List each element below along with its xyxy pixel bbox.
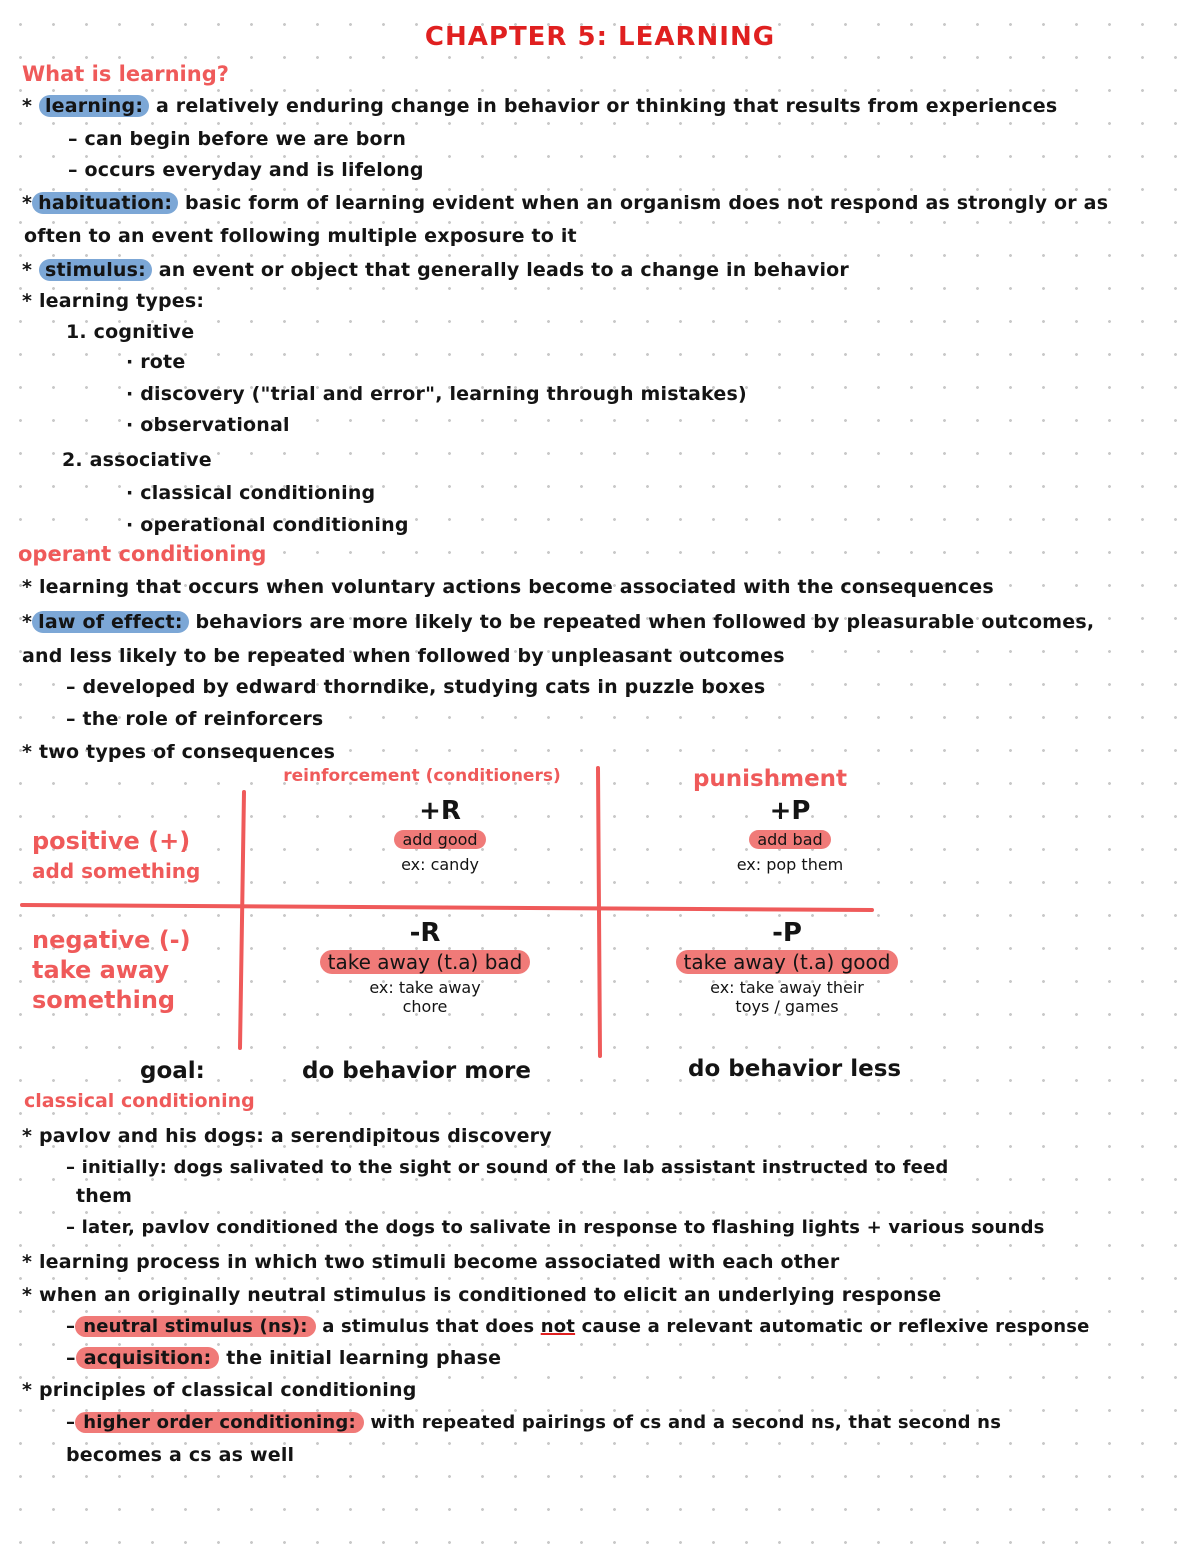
stimulus-term: stimulus: [39, 259, 152, 281]
habituation-term: habituation: [32, 192, 178, 214]
higher-order-term: higher order conditioning: [75, 1412, 364, 1433]
acquisition-term: acquisition: [76, 1347, 220, 1369]
row-label-positive: positive (+) add something [32, 827, 201, 883]
table-line-horizontal [22, 905, 872, 910]
cognitive-discovery: · discovery ("trial and error", learning through mistakes) [126, 383, 747, 405]
pavlov-bullet-1-cont: them [76, 1185, 133, 1207]
pavlov-heading: * pavlov and his dogs: a serendipitous discovery [22, 1125, 552, 1147]
pavlov-bullet-2: – later, pavlov conditioned the dogs to salivate in response to flashing lights + various sounds [66, 1217, 1045, 1238]
operant-bullet-2: – the role of reinforcers [66, 708, 324, 730]
goal-label: goal: [140, 1058, 205, 1084]
column-header-punishment: punishment [692, 766, 848, 792]
acquisition: – acquisition: the initial learning phase [66, 1347, 502, 1369]
habituation-definition-cont: often to an event following multiple exposure to it [24, 225, 577, 247]
type-cognitive: 1. cognitive [66, 321, 195, 343]
table-line-mid [598, 768, 600, 1056]
goal-punishment: do behavior less [688, 1056, 902, 1082]
habituation-definition: * habituation: basic form of learning evident when an organism does not respond as strongly or as [22, 192, 1109, 214]
learning-definition: * learning: a relatively enduring change in behavior or thinking that results from experiences [22, 95, 1058, 117]
goal-reinforcement: do behavior more [302, 1058, 531, 1084]
pavlov-bullet-1: – initially: dogs salivated to the sight or sound of the lab assistant instructed to feed [66, 1157, 949, 1178]
section-heading-classical: classical conditioning [24, 1090, 255, 1112]
consequence-types-heading: * two types of consequences [22, 741, 336, 763]
law-of-effect: * law of effect: behaviors are more likely to be repeated when followed by pleasurable outcomes, [22, 611, 1095, 633]
law-of-effect-cont: and less likely to be repeated when followed by unpleasant outcomes [22, 645, 785, 667]
learning-bullet-2: – occurs everyday and is lifelong [68, 159, 424, 181]
associative-classical: · classical conditioning [126, 482, 376, 504]
column-header-reinforcement: reinforcement (conditioners) [283, 766, 561, 786]
learning-term: learning: [39, 95, 149, 117]
classical-process: * learning process in which two stimuli become associated with each other [22, 1251, 840, 1273]
cognitive-rote: · rote [126, 351, 186, 373]
page-title: CHAPTER 5: LEARNING [424, 22, 776, 52]
table-line-left [240, 792, 244, 1048]
operant-definition: * learning that occurs when voluntary actions become associated with the consequences [22, 576, 994, 598]
learning-types-heading: * learning types: [22, 290, 205, 312]
stimulus-definition: * stimulus: an event or object that generally leads to a change in behavior [22, 259, 849, 281]
associative-operational: · operational conditioning [126, 514, 409, 536]
higher-order-conditioning: – higher order conditioning: with repeated pairings of cs and a second ns, that second ns [66, 1412, 1002, 1433]
cell-negative-punishment: -P take away (t.a) good ex: take away their toys / games [612, 918, 962, 1016]
operant-bullet-1: – developed by edward thorndike, studying cats in puzzle boxes [66, 676, 766, 698]
type-associative: 2. associative [62, 449, 212, 471]
cell-negative-reinforcement: -R take away (t.a) bad ex: take away chore [270, 918, 580, 1016]
higher-order-cont: becomes a cs as well [66, 1444, 295, 1466]
cognitive-observational: · observational [126, 414, 290, 436]
classical-neutral: * when an originally neutral stimulus is conditioned to elicit an underlying response [22, 1284, 942, 1306]
section-heading-operant: operant conditioning [18, 542, 267, 566]
cell-positive-reinforcement: +R add good ex: candy [300, 796, 580, 874]
cell-positive-punishment: +P add bad ex: pop them [736, 796, 844, 874]
neutral-stimulus: – neutral stimulus (ns): a stimulus that does not cause a relevant automatic or reflexive response [66, 1316, 1090, 1337]
principles-heading: * principles of classical conditioning [22, 1379, 417, 1401]
neutral-stimulus-term: neutral stimulus (ns): [75, 1316, 316, 1337]
section-heading-what-is-learning: What is learning? [22, 62, 229, 86]
row-label-negative: negative (-) take away something [32, 926, 191, 1014]
learning-bullet-1: – can begin before we are born [68, 128, 407, 150]
law-of-effect-term: law of effect: [32, 611, 188, 633]
